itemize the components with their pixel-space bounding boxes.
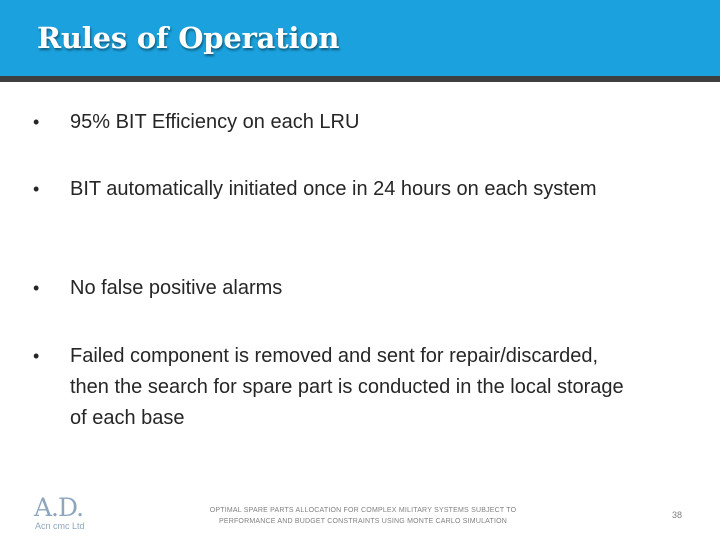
logo-text: Acn cmc Ltd: [35, 521, 85, 531]
bullet-item: [33, 174, 653, 205]
page-number: 38: [671, 510, 682, 520]
bullet-text: Failed component is removed and sent for repair/discarded, then the search for spare part is conducted in the local storage of each base: [70, 345, 624, 429]
bullet-item: [33, 341, 633, 434]
company-logo: [34, 494, 94, 534]
footer-caption: [188, 505, 538, 527]
bullet-item: [33, 107, 653, 138]
bullet-text: No false positive alarms: [70, 277, 283, 299]
bullet-text: BIT automatically initiated once in 24 hours on each system: [70, 178, 597, 200]
bullet-marker: •: [33, 346, 40, 366]
bullet-marker: •: [33, 179, 40, 199]
footer-line-1: OPTIMAL SPARE PARTS ALLOCATION FOR COMPLEX MILITARY SYSTEMS SUBJECT TO: [209, 507, 517, 514]
logo-mark: A.D.: [34, 493, 84, 522]
bullet-marker: •: [33, 112, 40, 132]
bullet-item: [33, 273, 653, 304]
bullet-text: 95% BIT Efficiency on each LRU: [70, 111, 360, 133]
footer-line-2: PERFORMANCE AND BUDGET CONSTRAINTS USING MONTE CARLO SIMULATION: [218, 518, 508, 525]
slide-title: Rules of Operation: [37, 21, 340, 55]
bullet-marker: •: [33, 278, 40, 298]
